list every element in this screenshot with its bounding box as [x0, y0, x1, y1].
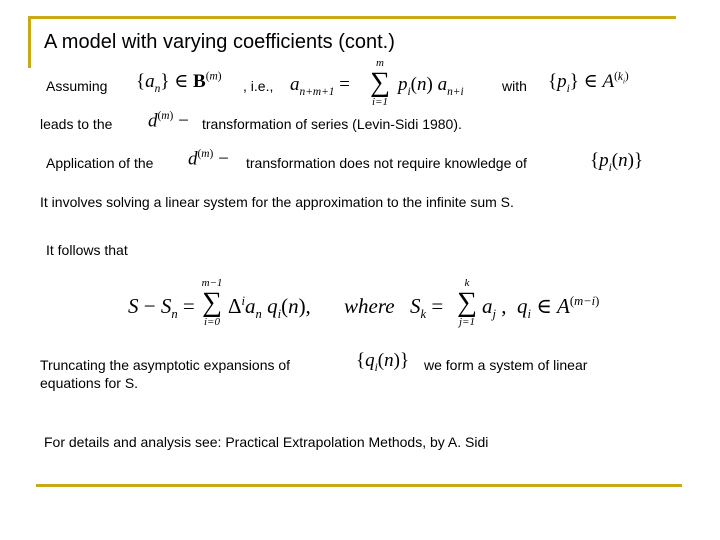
- main-eq-sk: $S_k$ =: [410, 294, 444, 322]
- main-eq-where: where: [344, 294, 395, 318]
- no-knowledge-text: transformation does not require knowledge of: [246, 155, 527, 171]
- bottom-accent-bar: [36, 484, 682, 487]
- membership-formula: $\{a_n\}$ ∈ $B^{(m)}$: [136, 70, 222, 95]
- d-transform-symbol: $d^{(m)}$ −: [148, 110, 189, 132]
- application-label: Application of the: [46, 155, 154, 171]
- details-text: For details and analysis see: Practical Extrapolation Methods, by A. Sidi: [44, 434, 489, 450]
- truncating-text-2: equations for S.: [40, 375, 139, 391]
- main-eq-sum-2: k ∑ j=1: [457, 277, 477, 328]
- ie-label: , i.e.,: [243, 78, 274, 94]
- assuming-label: Assuming: [46, 78, 108, 94]
- transform-series-text: transformation of series (Levin-Sidi 1980).: [202, 116, 462, 132]
- linear-system-text: It involves solving a linear system for the approximation to the infinite sum S.: [40, 194, 514, 210]
- top-accent-bar: [30, 16, 676, 19]
- left-accent-bar: [28, 16, 31, 68]
- truncating-text-1: Truncating the asymptotic expansions of: [40, 357, 291, 373]
- main-eq-lhs: $S - S_n$ =: [128, 294, 195, 322]
- main-eq-qi: $a_j$ , $q_i$ ∈ $A^{(m-i)}$: [482, 294, 600, 322]
- d-transform-symbol-2: $d^{(m)}$ −: [188, 148, 229, 170]
- slide-title: A model with varying coefficients (cont.): [44, 31, 395, 53]
- p-of-n-formula: $\{p_i(n)\}$: [590, 150, 644, 174]
- leads-label: leads to the: [40, 116, 113, 132]
- p-set-formula: $\{p_i\}$ ∈ $A^{(k_i)}$: [548, 70, 629, 95]
- with-label: with: [502, 78, 527, 94]
- main-eq-sum: m−1 ∑ i=0: [201, 277, 223, 328]
- main-eq-terms: $\Delta^ia_n$ $q_i(n)$,: [228, 294, 311, 322]
- q-of-n-formula: $\{q_i(n)\}$: [356, 350, 410, 374]
- recurrence-sum: m ∑ i=1: [370, 57, 390, 108]
- system-of-linear-text: we form a system of linear: [424, 357, 588, 373]
- recurrence-lhs: $a_{n+m+1}$ =: [290, 74, 350, 98]
- recurrence-rhs: $p_i(n)$ $a_{n+i}$: [398, 74, 464, 98]
- it-follows-label: It follows that: [46, 242, 128, 258]
